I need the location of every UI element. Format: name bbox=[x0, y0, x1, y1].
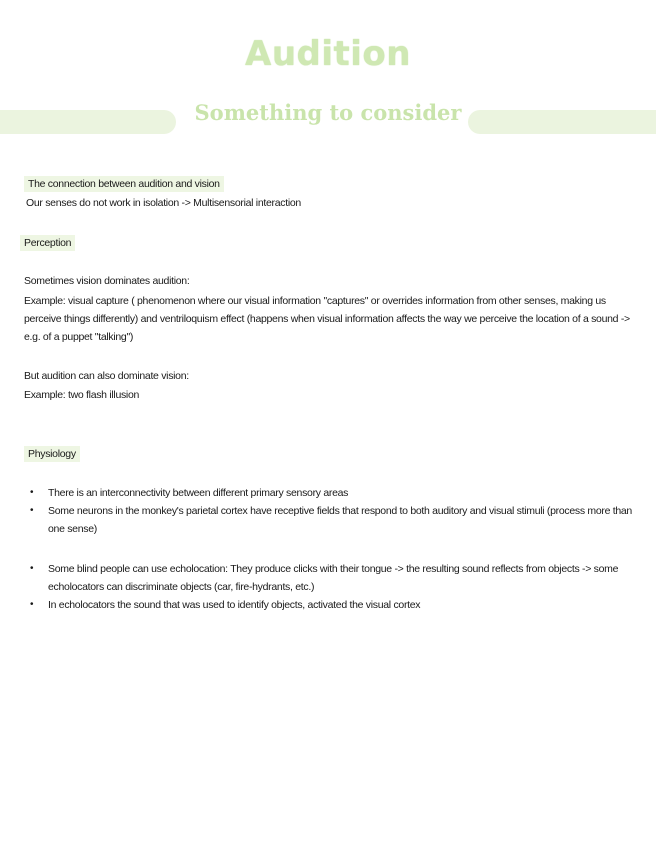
connection-text: Our senses do not work in isolation -> Multisensorial interaction bbox=[26, 197, 301, 209]
perception-example-1: Example: visual capture ( phenomenon where our visual information "captures" or overrides information from other senses, making us perceive things differently) and ventriloquism effect (happens when visual information affects the way we perceive the location of a sound -> e.g. of a puppet "talking") bbox=[24, 295, 630, 343]
bullet-icon: • bbox=[30, 487, 34, 498]
section-subtitle: Something to consider bbox=[194, 100, 462, 125]
list-item: • In echolocators the sound that was used to identify objects, activated the visual cortex bbox=[24, 596, 636, 614]
heading-connection: The connection between audition and vision bbox=[24, 176, 224, 192]
perception-example-2: Example: two flash illusion bbox=[24, 389, 140, 401]
perception-line-2: But audition can also dominate vision: bbox=[24, 370, 189, 382]
physiology-bullets-b bbox=[24, 560, 636, 614]
perception-line-1: Sometimes vision dominates audition: bbox=[24, 275, 190, 287]
bullet-icon: • bbox=[30, 563, 34, 574]
heading-physiology: Physiology bbox=[24, 446, 80, 462]
physiology-bullets-a bbox=[24, 484, 636, 538]
bullet-icon: • bbox=[30, 599, 34, 610]
bullet-icon: • bbox=[30, 505, 34, 516]
heading-perception: Perception bbox=[20, 235, 75, 251]
list-item: • Some blind people can use echolocation: They produce clicks with their tongue -> the resulting sound reflects from objects -> some echolocators can discriminate objects (car, fire-hydrants, etc.) bbox=[24, 560, 636, 596]
list-item: • There is an interconnectivity between different primary sensory areas bbox=[24, 484, 636, 502]
page-title: Audition bbox=[245, 34, 411, 74]
list-item: • Some neurons in the monkey's parietal cortex have receptive fields that respond to both auditory and visual stimuli (process more than one sense) bbox=[24, 502, 636, 538]
